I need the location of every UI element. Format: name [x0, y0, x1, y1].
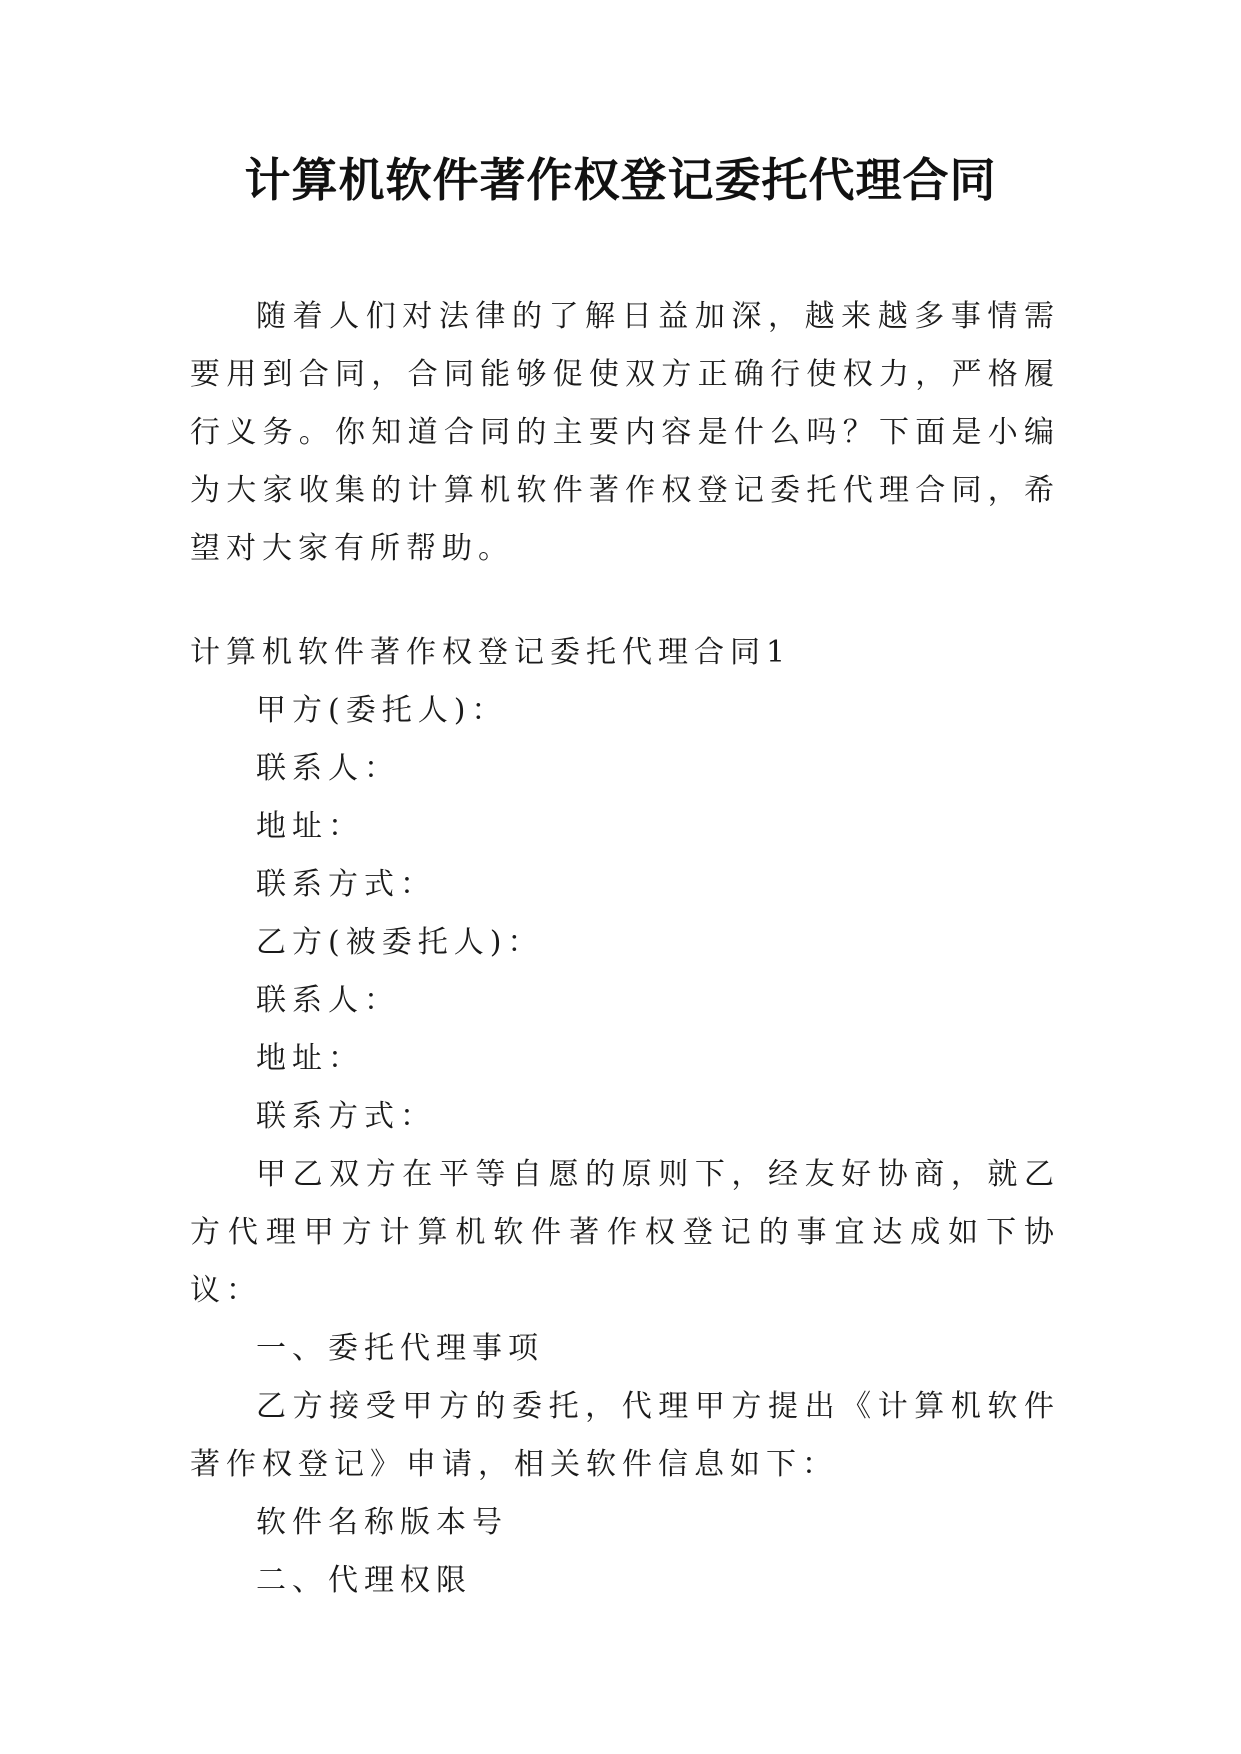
party-b-label: 乙方(被委托人)：	[256, 925, 544, 960]
document-body	[190, 288, 1060, 1610]
paragraph-spacer	[190, 578, 1060, 624]
party-b-address: 地址：	[256, 1041, 364, 1076]
agreement-intro-paragraph: 甲乙双方在平等自愿的原则下，经友好协商，就乙方代理甲方计算机软件著作权登记的事宜达成如下协议：	[190, 1157, 1060, 1308]
party-b-contact: 联系人：	[256, 983, 400, 1018]
party-a-contact: 联系人：	[256, 751, 400, 786]
clause-1-title: 一、委托代理事项	[256, 1331, 544, 1366]
party-b-phone: 联系方式：	[256, 1099, 436, 1134]
clause-1-paragraph: 乙方接受甲方的委托，代理甲方提出《计算机软件著作权登记》申请，相关软件信息如下：	[190, 1389, 1060, 1482]
software-fields-line: 软件名称版本号	[256, 1505, 508, 1540]
party-a-label: 甲方(委托人)：	[256, 693, 508, 728]
intro-paragraph: 随着人们对法律的了解日益加深，越来越多事情需要用到合同，合同能够促使双方正确行使权力，严格履行义务。你知道合同的主要内容是什么吗？下面是小编为大家收集的计算机软件著作权登记委托代理合同，希望对大家有所帮助。	[190, 299, 1060, 566]
party-a-address: 地址：	[256, 809, 364, 844]
party-a-phone: 联系方式：	[256, 867, 436, 902]
document-title: 计算机软件著作权登记委托代理合同	[244, 153, 997, 207]
section-heading: 计算机软件著作权登记委托代理合同1	[190, 635, 792, 670]
clause-2-title: 二、代理权限	[256, 1563, 472, 1598]
